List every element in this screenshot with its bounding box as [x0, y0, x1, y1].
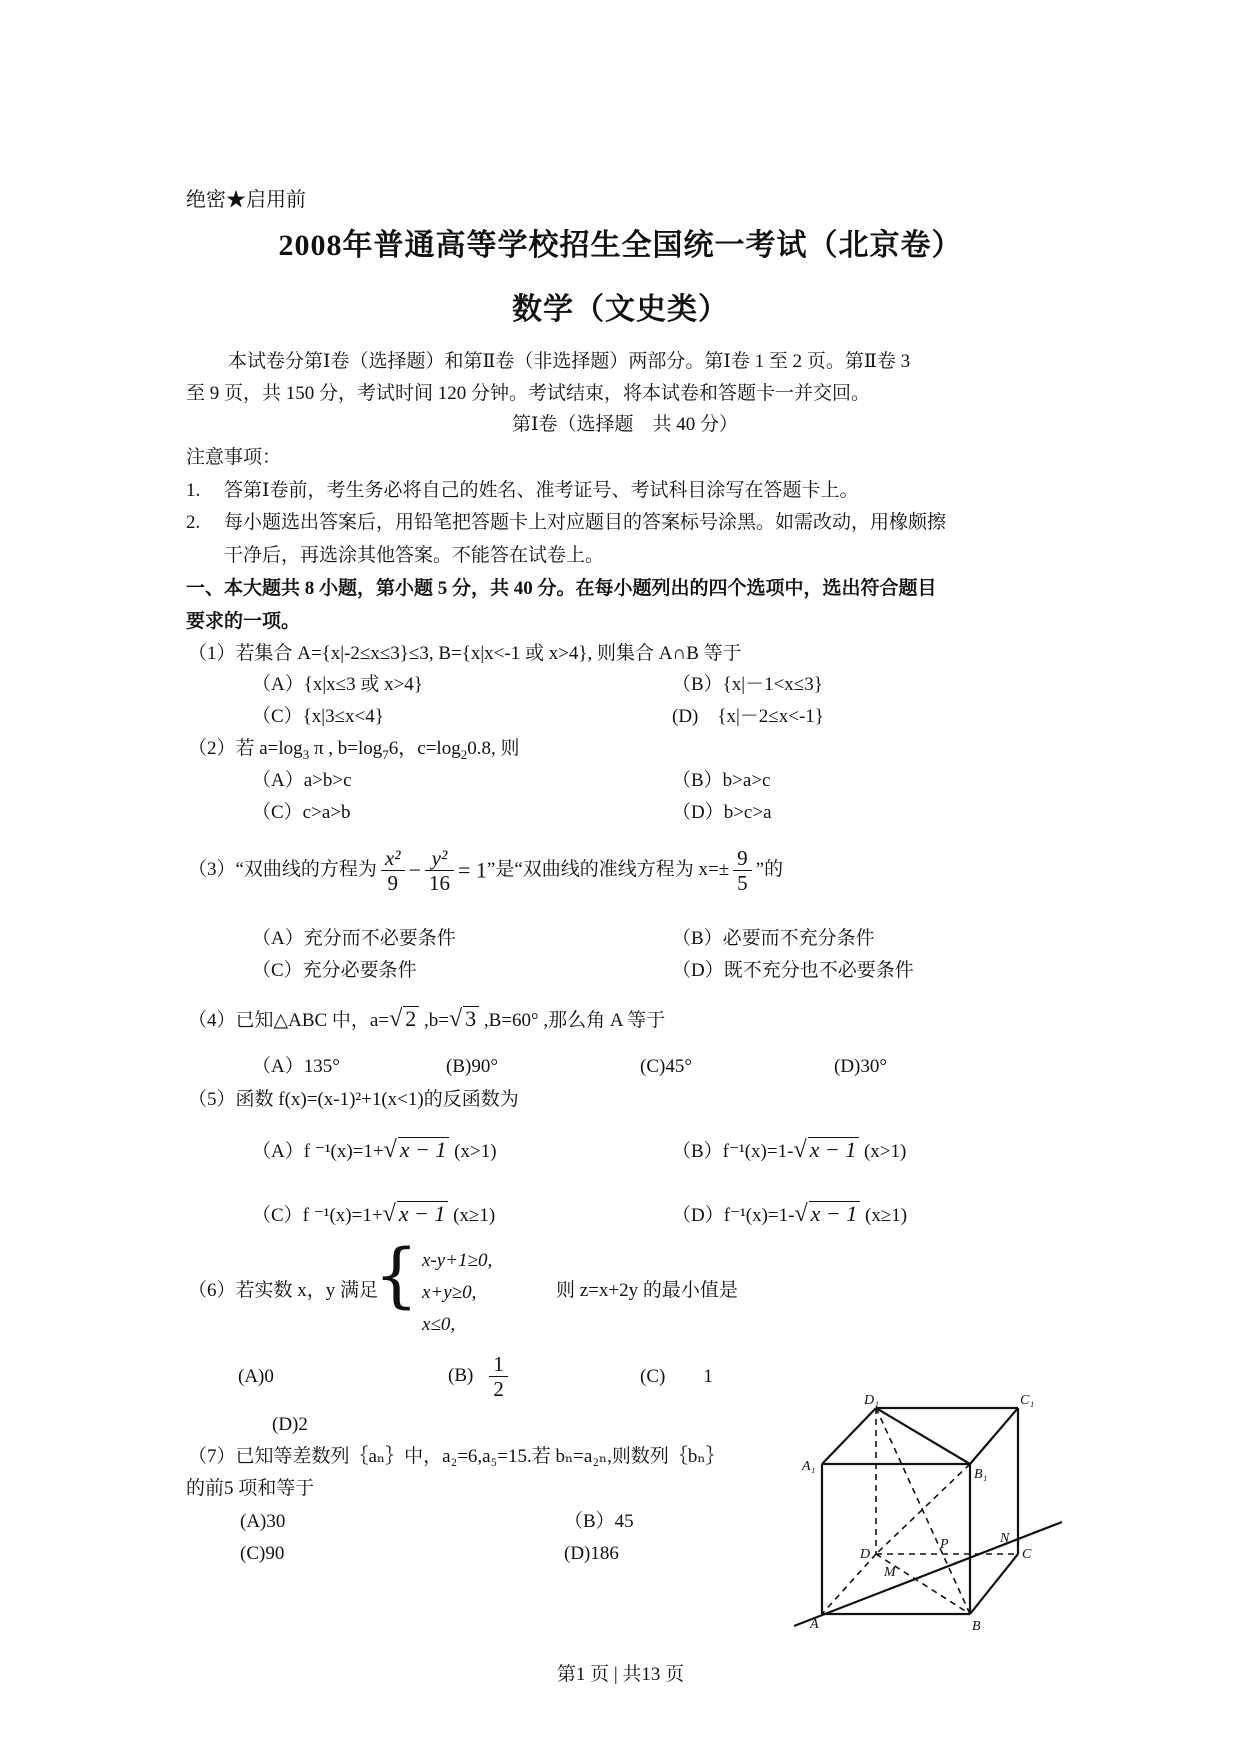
- q5-option-c: （C）f ⁻¹(x)=1+√ x − 1 (x≥1): [252, 1201, 496, 1227]
- label-p: P: [940, 1537, 949, 1552]
- q1-stem: （1）若集合 A={x|-2≤x≤3}≤3, B={x|x<-1 或 x>4}, 则集合 A∩B 等于: [188, 643, 742, 664]
- q4-stem: （4）已知△ABC 中，a=√ 2 ,b=√ 3 ,B=60° ,那么角 A 等于: [188, 1006, 666, 1032]
- label-a1: A₁: [802, 1459, 816, 1474]
- label-b: B: [972, 1619, 981, 1630]
- label-m: M: [884, 1565, 896, 1580]
- intro-line-1: 本试卷分第Ⅰ卷（选择题）和第Ⅱ卷（非选择题）两部分。第Ⅰ卷 1 至 2 页。第Ⅱ卷 3: [228, 351, 911, 372]
- page-footer: 第1 页 | 共13 页: [556, 1664, 685, 1685]
- q1-option-d: (D) {x|－2≤x<-1}: [672, 706, 824, 727]
- notes-heading: 注意事项：: [186, 447, 282, 468]
- q6-brace: {: [374, 1234, 419, 1316]
- q1-option-b: （B）{x|－1<x≤3}: [672, 674, 823, 695]
- q7-option-d: (D)186: [564, 1543, 619, 1564]
- q6-constraint-2: x+y≥0,: [422, 1282, 477, 1303]
- q2-option-b: （B）b>a>c: [672, 770, 771, 791]
- q7-option-b: （B）45: [564, 1511, 634, 1532]
- q7-option-a: (A)30: [240, 1511, 286, 1532]
- cube-figure: [780, 1390, 1070, 1630]
- q4-option-a: （A）135°: [252, 1056, 340, 1077]
- q6-stem: （6）若实数 x，y 满足: [188, 1280, 379, 1301]
- label-c: C: [1022, 1547, 1032, 1562]
- q3-fraction-directrix: $\frac{9}{5}$: [733, 846, 752, 895]
- q7-stem: （7）已知等差数列｛aₙ｝中，a₂=6,a₅=15.若 bₙ=a₂ₙ,则数列｛bₙ｝: [188, 1446, 725, 1467]
- note-2-text-b: 干净后，再选涂其他答案。不能答在试卷上。: [224, 545, 605, 566]
- label-d: D: [860, 1547, 871, 1562]
- q7-stem-2: 的前5 项和等于: [186, 1478, 315, 1499]
- confidential-mark: 绝密★启用前: [186, 189, 306, 211]
- q3-fraction-x: $\frac{\text{x²}}{9}$: [381, 846, 405, 895]
- q6-constraint-1: x-y+1≥0,: [422, 1250, 493, 1271]
- q4-option-c: (C)45°: [640, 1056, 692, 1077]
- q3-option-d: （D）既不充分也不必要条件: [672, 960, 914, 981]
- q3-fraction-y: $\frac{\text{y²}}{16}$: [425, 846, 454, 895]
- note-1-text: 答第Ⅰ卷前，考生务必将自己的姓名、准考证号、考试科目涂写在答题卡上。: [224, 480, 859, 501]
- q3-option-c: （C）充分必要条件: [252, 960, 417, 981]
- q2-stem: （2）若 $a=\log_3$ π , $b=\log_76$，$c=\log_20.8$, 则: [188, 738, 520, 762]
- q3-stem: （3）“双曲线的方程为 $\frac{\text{x²}}{9}$ − $\frac{\text{y²}}{16}$ = 1”是“双曲线的准线方程为 x=± $\frac{9}{5}$ ”的: [188, 846, 784, 896]
- q4-option-b: (B)90°: [446, 1056, 498, 1077]
- label-d1: D₁: [864, 1393, 879, 1408]
- label-n: N: [1000, 1531, 1010, 1546]
- q2-option-a: （A）a>b>c: [252, 770, 352, 791]
- q2-option-c: （C）c>a>b: [252, 802, 351, 823]
- q2-option-d: （D）b>c>a: [672, 802, 772, 823]
- q6-option-a: (A)0: [238, 1366, 274, 1387]
- exam-subtitle: 数学（文史类）: [512, 293, 729, 326]
- q6-option-d: (D)2: [272, 1414, 308, 1435]
- label-c1: C₁: [1020, 1393, 1035, 1408]
- q7-option-c: (C)90: [240, 1543, 285, 1564]
- exam-title: 2008年普通高等学校招生全国统一考试（北京卷）: [278, 229, 963, 262]
- note-1-number: 1.: [186, 480, 201, 501]
- q6-constraint-3: x≤0,: [422, 1314, 456, 1335]
- q6-option-b: (B) $\frac{1}{2}$: [448, 1352, 512, 1401]
- q5-option-b: （B）f⁻¹(x)=1-√ x − 1 (x>1): [672, 1137, 907, 1163]
- part-one-line-2: 要求的一项。: [186, 611, 301, 632]
- q1-option-a: （A）{x|x≤3 或 x>4}: [252, 674, 423, 695]
- q1-option-c: （C）{x|3≤x<4}: [252, 706, 384, 727]
- q5-option-a: （A）f ⁻¹(x)=1+√ x − 1 (x>1): [252, 1137, 497, 1163]
- label-b1: B₁: [974, 1467, 988, 1482]
- q5-option-d: （D）f⁻¹(x)=1-√ x − 1 (x≥1): [672, 1201, 908, 1227]
- q4-option-d: (D)30°: [834, 1056, 887, 1077]
- q6-option-c: (C) 1: [640, 1366, 713, 1387]
- note-2-text-a: 每小题选出答案后，用铅笔把答题卡上对应题目的答案标号涂黑。如需改动，用橡颇擦: [224, 512, 947, 533]
- intro-line-2: 至 9 页，共 150 分，考试时间 120 分钟。考试结束，将本试卷和答题卡一并交回。: [186, 383, 871, 404]
- q6-objective: 则 z=x+2y 的最小值是: [556, 1280, 738, 1301]
- section-heading: 第Ⅰ卷（选择题 共 40 分）: [512, 414, 739, 435]
- q3-option-a: （A）充分而不必要条件: [252, 928, 456, 949]
- note-2-number: 2.: [186, 512, 201, 533]
- q5-stem: （5）函数 f(x)=(x-1)²+1(x<1)的反函数为: [188, 1089, 519, 1110]
- part-one-line-1: 一、本大题共 8 小题，第小题 5 分，共 40 分。在每小题列出的四个选项中，选出符合题目: [186, 578, 937, 599]
- q3-option-b: （B）必要而不充分条件: [672, 928, 875, 949]
- label-a: A: [810, 1617, 819, 1630]
